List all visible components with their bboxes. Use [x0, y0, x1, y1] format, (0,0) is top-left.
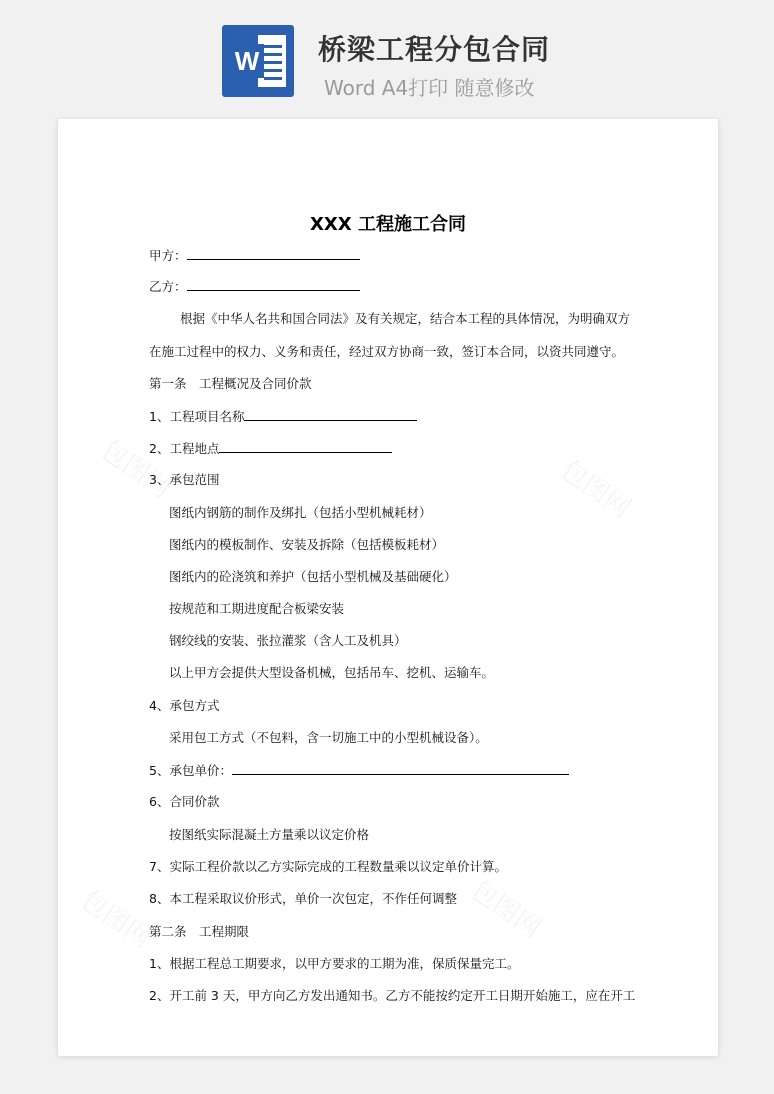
word-icon	[222, 25, 294, 97]
section-heading: 第一条 工程概况及合同价款	[149, 376, 312, 391]
clause-line	[149, 408, 417, 425]
clause-line: 4、承包方式	[149, 698, 220, 713]
watermark	[464, 870, 549, 945]
scope-item: 图纸内的模板制作、安装及拆除（包括模板耗材）	[169, 537, 445, 552]
clause-detail: 采用包工方式（不包料，含一切施工中的小型机械设备）。	[169, 730, 488, 745]
header	[0, 0, 774, 110]
party-b-label: 乙方：	[149, 279, 187, 294]
watermark	[74, 880, 159, 955]
word-letter: W	[230, 44, 264, 78]
header-title: 桥梁工程分包合同	[318, 33, 551, 66]
clause-label: 5、承包单价：	[149, 763, 232, 778]
party-a-label: 甲方：	[149, 248, 187, 263]
clause-line: 1、根据工程总工期要求，以甲方要求的工期为准，保质保量完工。	[149, 956, 520, 971]
party-a-blank	[187, 247, 360, 260]
clause-line: 7、实际工程价款以乙方实际完成的工程数量乘以议定单价计算。	[149, 859, 507, 874]
watermark	[554, 450, 639, 525]
scope-item: 图纸内的砼浇筑和养护（包括小型机械及基础硬化）	[169, 569, 457, 584]
scope-item: 钢绞线的安装、张拉灌浆（含人工及机具）	[169, 633, 407, 648]
paragraph-line: 根据《中华人名共和国合同法》及有关规定，结合本工程的具体情况，为明确双方	[180, 311, 631, 326]
clause-line: 6、合同价款	[149, 794, 220, 809]
project-location-blank	[219, 440, 392, 453]
scope-item: 图纸内钢筋的制作及绑扎（包括小型机械耗材）	[169, 505, 432, 520]
clause-detail: 按图纸实际混凝土方量乘以议定价格	[169, 827, 370, 842]
section-heading: 第二条 工程期限	[149, 924, 250, 939]
header-subtitle: Word A4打印 随意修改	[324, 76, 535, 100]
clause-line	[149, 440, 392, 457]
document-title: XXX 工程施工合同	[310, 214, 466, 235]
project-name-blank	[244, 408, 417, 421]
clause-line: 2、开工前 3 天，甲方向乙方发出通知书。乙方不能按约定开工日期开始施工，应在开工	[149, 988, 636, 1003]
scope-item: 按规范和工期进度配合板梁安装	[169, 601, 345, 616]
clause-line: 8、本工程采取议价形式，单价一次包定，不作任何调整	[149, 891, 457, 906]
party-b-blank	[187, 278, 360, 291]
clause-label: 1、工程项目名称	[149, 409, 245, 424]
unit-price-blank	[232, 762, 569, 775]
clause-line	[149, 762, 569, 779]
scope-item: 以上甲方会提供大型设备机械，包括吊车、挖机、运输车。	[169, 665, 495, 680]
clause-line: 3、承包范围	[149, 472, 220, 487]
document-page	[58, 119, 718, 1056]
clause-label: 2、工程地点	[149, 441, 220, 456]
paragraph-line: 在施工过程中的权力、义务和责任，经过双方协商一致，签订本合同，以资共同遵守。	[149, 344, 625, 359]
party-b-line	[149, 278, 360, 295]
party-a-line	[149, 247, 360, 264]
